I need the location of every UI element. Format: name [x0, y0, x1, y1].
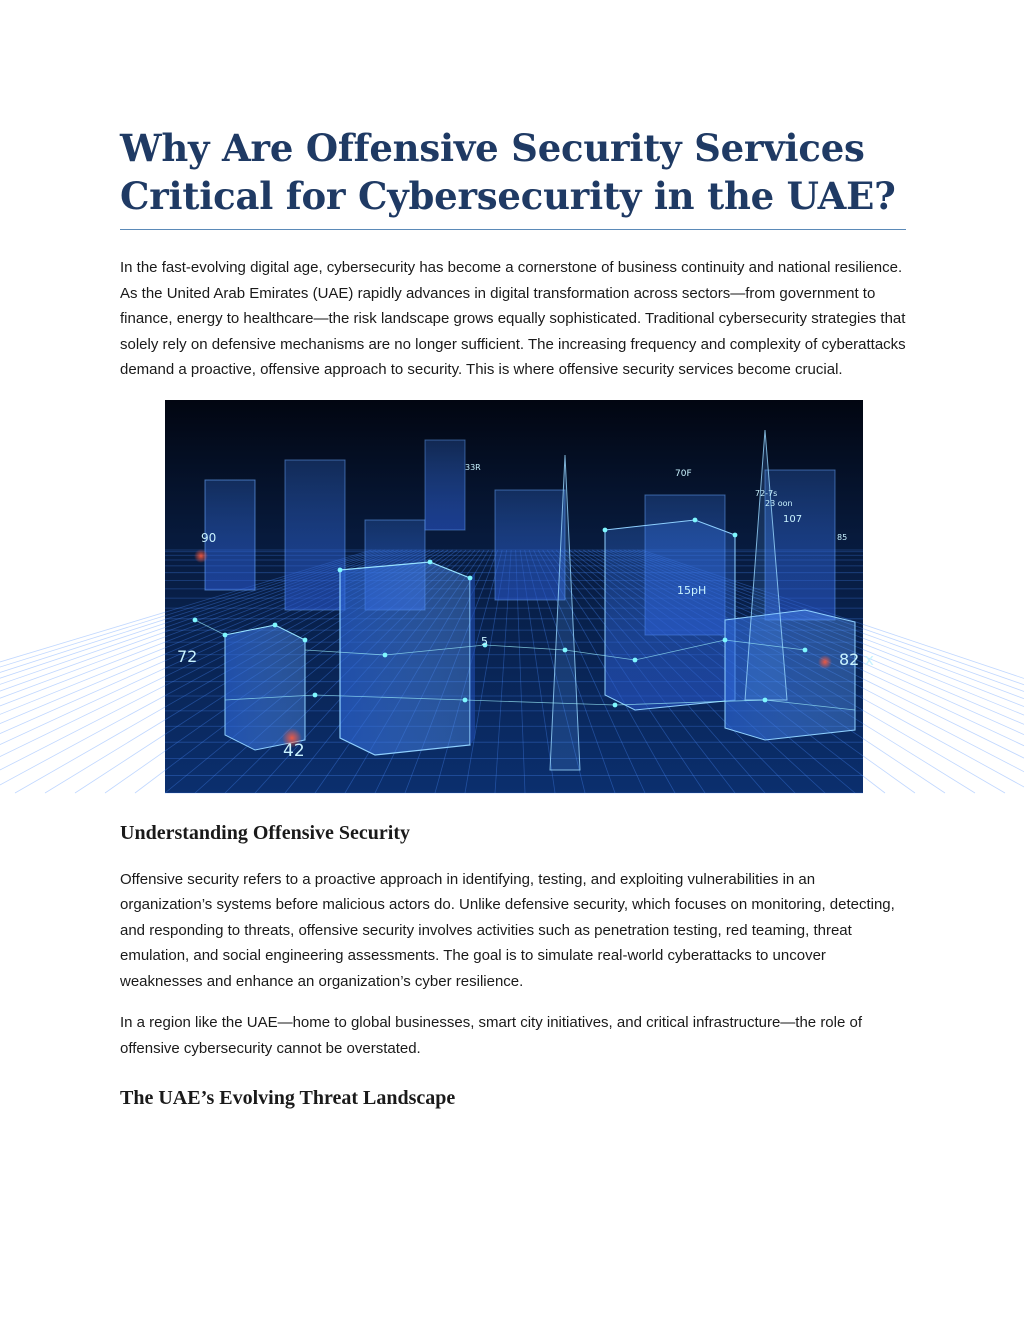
- page-title: Why Are Offensive Security Services Critical for Cybersecurity in the UAE?: [120, 124, 906, 230]
- document-page: [120, 124, 906, 1110]
- figure-label: 5: [481, 634, 488, 648]
- figure-label: 72-7s: [755, 488, 778, 498]
- section-heading: The UAE’s Evolving Threat Landscape: [120, 1087, 456, 1109]
- figure-label: 33R: [465, 462, 481, 472]
- figure-label: 15pH: [677, 583, 707, 597]
- figure-label: 82 x: [839, 649, 874, 669]
- figure-label: 90: [201, 530, 217, 545]
- section-heading: Understanding Offensive Security: [120, 821, 410, 844]
- section-paragraph: In a region like the UAE—home to global businesses, smart city initiatives, and critical infrastructure—the role of offensive cybersecurity cannot be overstated.: [120, 1014, 863, 1057]
- figure-label: 107: [783, 513, 803, 525]
- figure-label: 23 oon: [765, 498, 793, 508]
- figure-label: 42: [283, 740, 305, 761]
- section-paragraph: Offensive security refers to a proactive approach in identifying, testing, and exploiting vulnerabilities in an organization’s systems before malicious actors do. Unlike defensive security, which focuses on monitoring, detecting, and responding to threats, offensive security involves activities such as penetration testing, red teaming, threat emulation, and social engineering assessments. The goal is to simulate real-world cyberattacks to uncover weaknesses and enhance an organization’s cyber resilience.: [120, 870, 895, 990]
- figure-label: 72: [177, 646, 198, 666]
- cyber-city-illustration: [165, 400, 874, 793]
- figure-label: 70F: [675, 468, 692, 479]
- intro-paragraph: In the fast-evolving digital age, cybersecurity has become a cornerstone of business continuity and national resilience. As the United Arab Emirates (UAE) rapidly advances in digital transformation across sectors—from government to finance, energy to healthcare—the risk landscape grows equally sophisticated. Traditional cybersecurity strategies that solely rely on defensive mechanisms are no longer sufficient. The increasing frequency and complexity of cyberattacks demand a proactive, offensive approach to security. This is where offensive security services become crucial.: [120, 259, 906, 378]
- figure-label: 85: [837, 532, 848, 542]
